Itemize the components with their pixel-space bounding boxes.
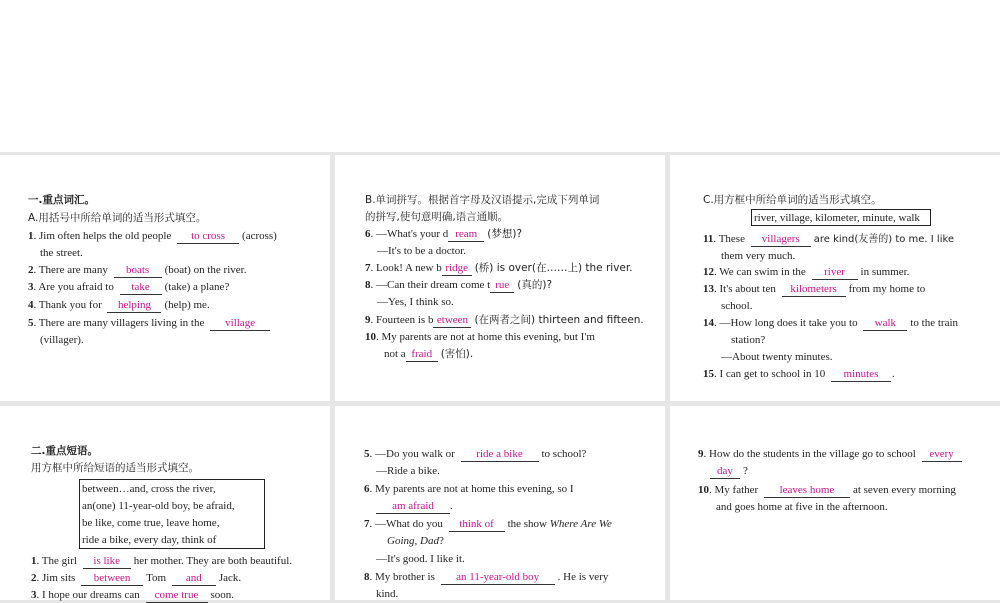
question-7: 7. —What do you think of the show Where Are We [364,518,612,530]
answer-blank[interactable]: ridge [442,261,472,276]
section-vocabulary-b [335,155,665,401]
section-vocabulary-c [670,155,1000,401]
reply-7: —It's good. I like it. [376,553,465,565]
answer-blank[interactable]: etween [433,313,471,328]
question-11-continued: them very much. [721,250,796,262]
answer-blank[interactable]: take [120,280,162,295]
answer-blank[interactable]: ride a bike [461,447,539,462]
question-1-continued: the street. [40,247,83,259]
question-11: 11. These villagers are kind(友善的) to me. I like [703,233,955,245]
section-phrases-end [670,406,1000,600]
section-heading: 一.重点词汇。 [28,194,95,206]
section-vocabulary-a [0,155,330,401]
question-5-continued: (villager). [40,334,84,346]
answer-blank[interactable]: minutes [831,367,891,382]
answer-blank[interactable]: helping [107,298,161,313]
answer-blank[interactable]: leaves home [764,483,850,498]
instruction: C.用方框中所给单词的适当形式填空。 [703,194,882,206]
question-5: 5. There are many villagers living in the village [28,316,273,331]
question-9: 9. Fourteen is b etween (在两者之间) thirteen and fifteen. [365,314,644,326]
question-1: 1. The girl is like her mother. They are both beautiful. [31,555,293,567]
question-4: 4. Thank you for helping (help) me. [28,299,210,311]
question-10: 10. My father leaves home at seven every morning [698,484,956,496]
answer-blank[interactable]: fraid [406,347,438,362]
question-5: 5. —Do you walk or ride a bike to school? [364,448,587,460]
phrase-line: ride a bike, every day, think of [82,534,217,546]
word-box [751,209,931,226]
word-box-text: river, village, kilometer, minute, walk [754,212,920,224]
question-9: 9. How do the students in the village go to school every [698,447,962,462]
question-14: 14. —How long does it take you to walk to the train [703,317,959,329]
instruction-line-1: B.单词拼写。根据首字母及汉语提示,完成下列单词 [365,194,600,206]
instruction: 用方框中所给短语的适当形式填空。 [31,462,199,474]
answer-blank[interactable]: kilometers [782,282,846,297]
answer-blank[interactable]: villagers [751,232,811,247]
answer-blank[interactable]: think of [449,517,505,532]
question-7-continued: Going, Dad? [387,535,444,547]
answer-blank[interactable]: village [210,316,270,331]
question-10-continued: and goes home at five in the afternoon. [716,501,888,513]
instruction-line-2: 的拼写,使句意明确,语言通顺。 [365,211,509,223]
answer-blank[interactable]: is like [83,554,131,569]
phrase-line: an(one) 11-year-old boy, be afraid, [82,500,235,512]
question-3: 3. Are you afraid to take (take) a plane? [28,281,230,293]
question-13: 13. It's about ten kilometers from my home to [703,283,926,295]
question-10: 10. My parents are not at home this evening, but I'm [365,331,595,343]
phrase-box [79,479,265,549]
answer-blank[interactable]: boats [114,263,162,278]
reply-14: —About twenty minutes. [721,351,833,363]
question-3: 3. I hope our dreams can come true soon. [31,589,235,601]
question-7: 7. Look! A new b ridge (桥) is over(在……上) the river. [365,262,633,274]
question-6-continued: am afraid . [376,499,453,514]
question-10-continued: not a fraid (害怕). [384,348,474,360]
question-8: 8. —Can their dream come t rue (真的)? [365,279,553,291]
question-8: 8. My brother is an 11-year-old boy . He is very [364,571,609,583]
answer-blank[interactable]: between [81,571,143,586]
question-9-continued: day ? [710,464,748,479]
question-14-continued: station? [731,334,766,346]
question-2: 2. There are many boats (boat) on the river. [28,264,247,276]
answer-blank[interactable]: every [922,447,962,462]
answer-blank-2[interactable]: and [172,571,216,586]
question-2: 2. Jim sits between Tom and Jack. [31,572,242,584]
reply-6: —It's to be a doctor. [377,245,467,257]
question-6: 6. My parents are not at home this evening, so I [364,483,574,495]
answer-blank[interactable]: to cross [177,229,239,244]
answer-blank[interactable]: rue [490,278,514,293]
question-6: 6. —What's your d ream (梦想)? [365,228,523,240]
phrase-line: between…and, cross the river, [82,483,216,495]
section-heading: 二.重点短语。 [31,445,98,457]
answer-blank[interactable]: am afraid [376,499,450,514]
answer-blank-continued[interactable]: day [710,464,740,479]
question-12: 12. We can swim in the river in summer. [703,266,910,278]
instruction: A.用括号中所给单词的适当形式填空。 [28,212,207,224]
answer-blank[interactable]: walk [863,316,907,331]
reply-5: —Ride a bike. [376,465,440,477]
question-8-continued: kind. [376,588,399,600]
answer-blank[interactable]: river [812,265,858,280]
reply-8: —Yes, I think so. [377,296,454,308]
section-phrases [0,406,330,600]
answer-blank[interactable]: ream [448,227,484,242]
question-1: 1. Jim often helps the old people to cross (across) [28,230,277,242]
question-13-continued: school. [721,300,753,312]
phrase-line: be like, come true, leave home, [82,517,220,529]
question-15: 15. I can get to school in 10 minutes . [703,368,895,380]
top-blank-area [0,0,1000,152]
answer-blank[interactable]: an 11-year-old boy [441,570,555,585]
answer-blank[interactable]: come true [146,588,208,603]
section-phrases-continued [335,406,665,600]
